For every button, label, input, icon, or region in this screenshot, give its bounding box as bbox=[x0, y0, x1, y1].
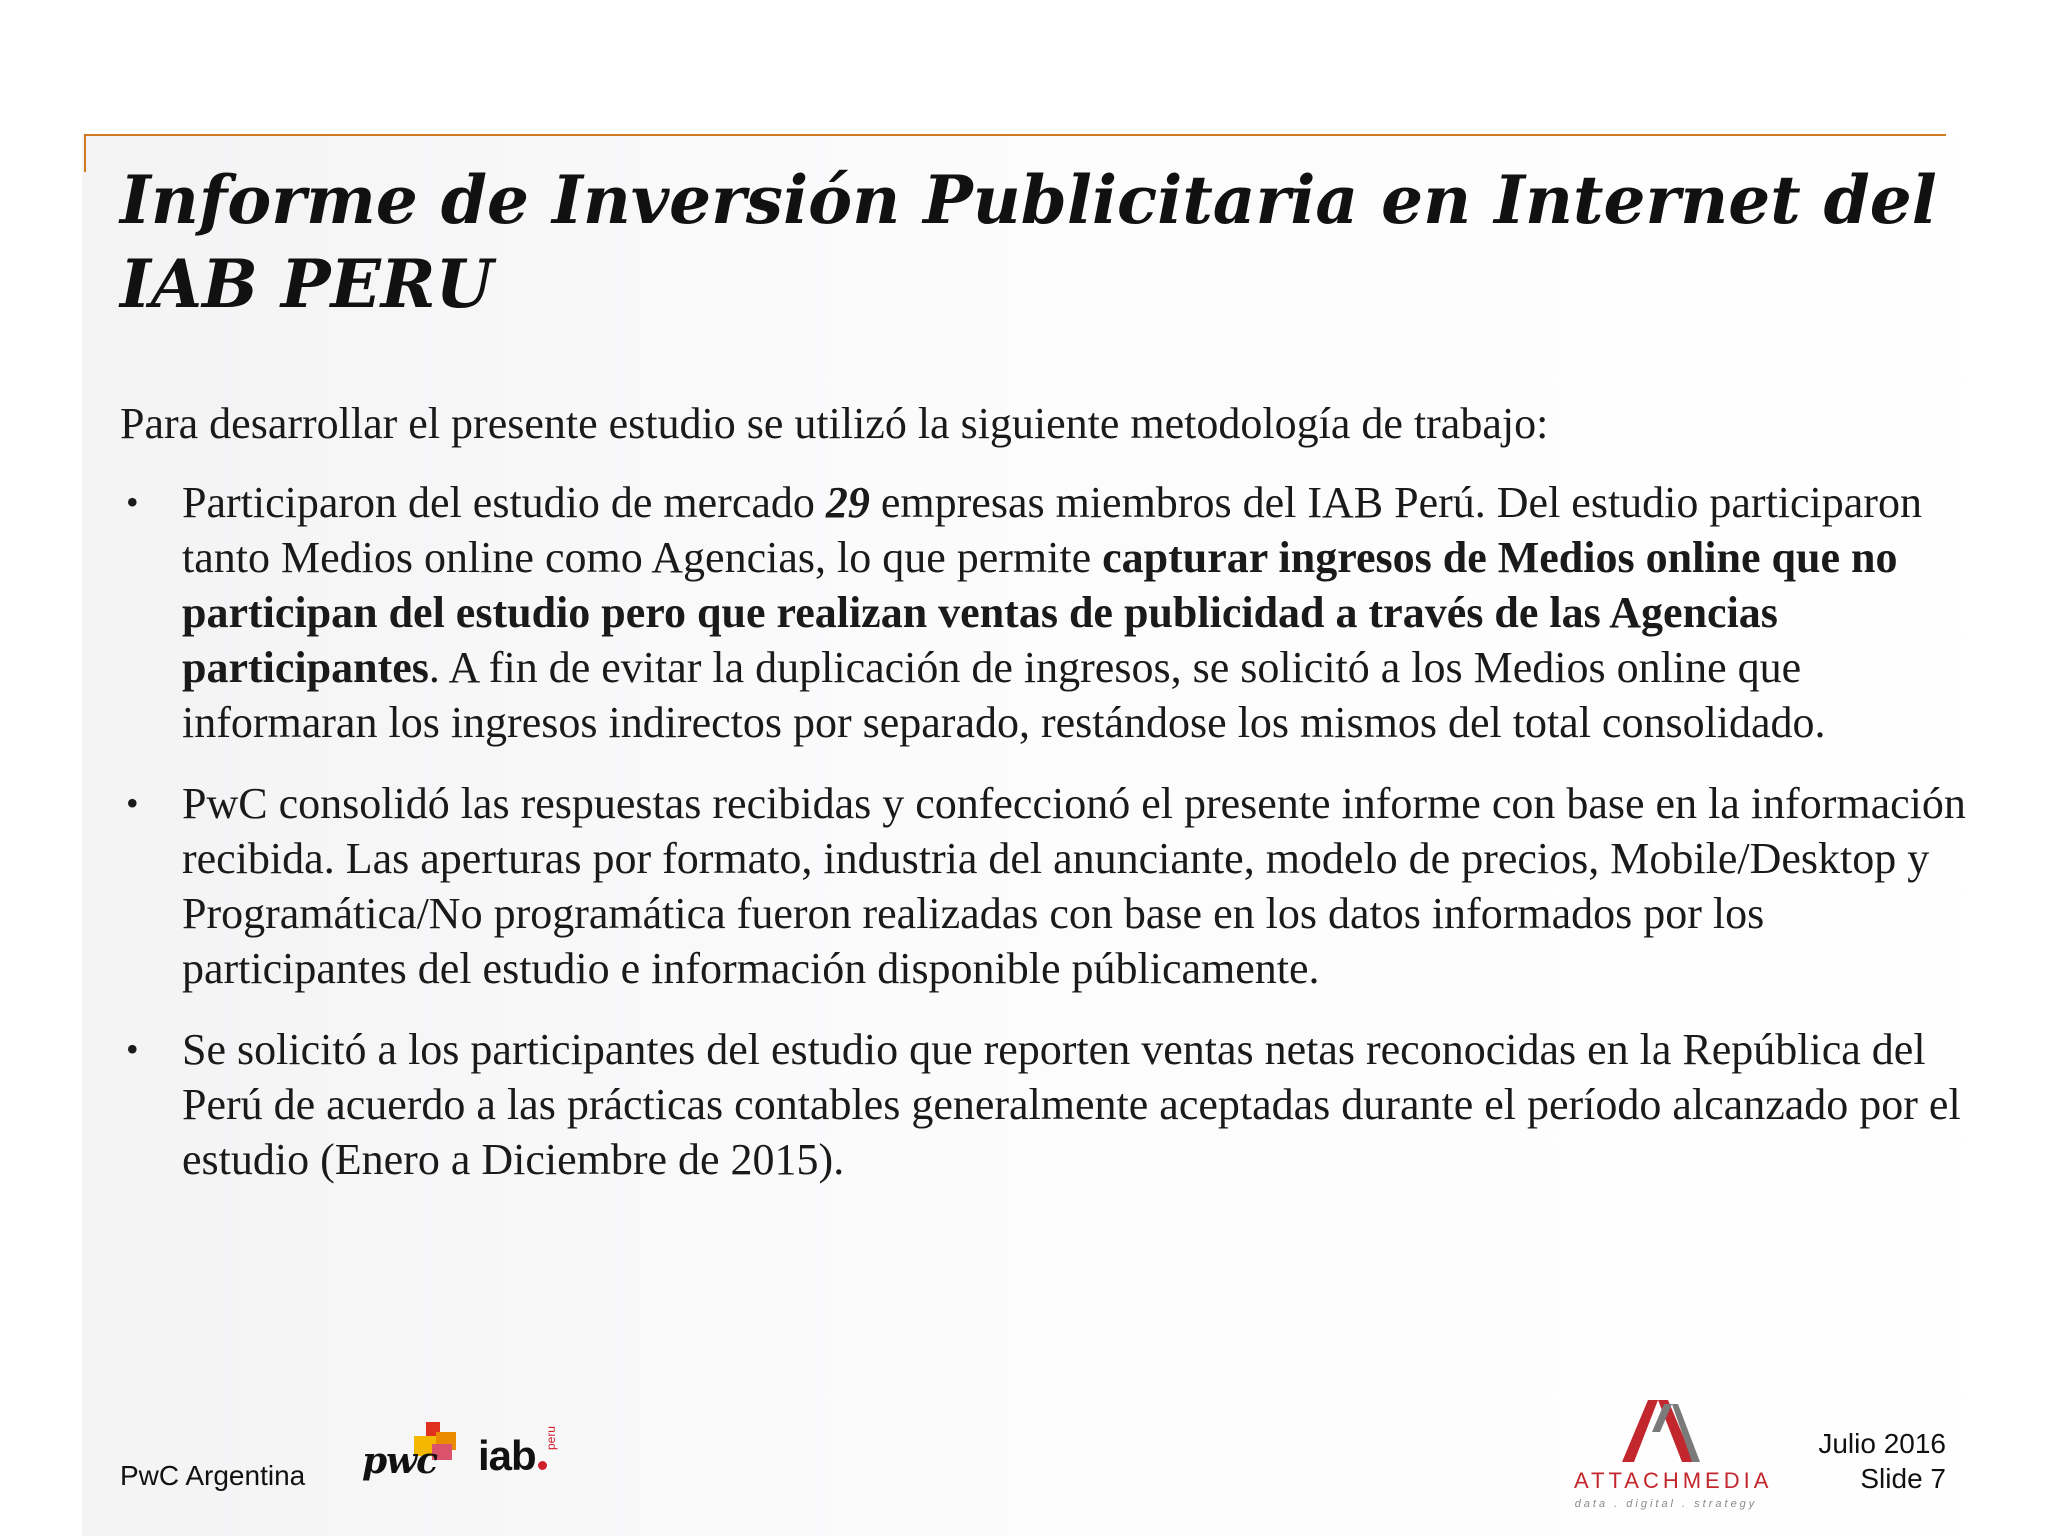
bullet-icon: • bbox=[126, 783, 139, 823]
pwc-logo bbox=[360, 1422, 460, 1484]
attachmedia-tagline: data . digital . strategy bbox=[1574, 1498, 1758, 1510]
title-frame-line bbox=[84, 134, 1946, 136]
list-item-text-b: empresas miembros del IAB Perú. Del estudio participaron tanto Medios online como Agencias, lo que permite bbox=[182, 478, 1922, 582]
footer-date: Julio 2016 bbox=[1818, 1428, 1946, 1459]
methodology-list bbox=[120, 475, 1970, 1187]
list-item bbox=[120, 776, 1970, 996]
bullet-icon: • bbox=[126, 482, 139, 522]
list-item bbox=[120, 1022, 1970, 1187]
slide-title bbox=[120, 158, 1950, 326]
footer-meta bbox=[1818, 1426, 1946, 1496]
bullet-icon: • bbox=[126, 1029, 139, 1069]
intro-text: Para desarrollar el presente estudio se utilizó la siguiente metodología de trabajo: bbox=[120, 399, 1549, 448]
iab-logo bbox=[478, 1426, 558, 1482]
companies-count: 29 bbox=[825, 478, 870, 527]
list-item-text-a: Participaron del estudio de mercado bbox=[182, 478, 826, 527]
attachmedia-mark-icon bbox=[1560, 1392, 1760, 1468]
list-item-text-c: . A fin de evitar la duplicación de ingresos, se solicitó a los Medios online que informaran los ingresos indirectos por separado, restándose los mismos del total consolidado. bbox=[182, 643, 1826, 747]
list-item-text: Se solicitó a los participantes del estudio que reporten ventas netas reconocidas en la República del Perú de acuerdo a las prácticas contables generalmente aceptadas durante el período alcanzado por el estudio (Enero a Diciembre de 2015). bbox=[182, 1025, 1961, 1184]
attachmedia-logo bbox=[1560, 1392, 1773, 1512]
slide-number: Slide 7 bbox=[1860, 1463, 1946, 1494]
iab-country: peru bbox=[544, 1426, 558, 1451]
pwc-wordmark: pwc bbox=[362, 1440, 438, 1482]
title-frame-tick bbox=[84, 134, 86, 172]
slide-title-line2: IAB PERU bbox=[120, 245, 494, 323]
iab-dot-icon bbox=[538, 1461, 547, 1470]
slide-body bbox=[120, 396, 1970, 1213]
list-item-emphasis: capturar ingresos de Medios online que no participan del estudio pero que realizan ventas de publicidad a través de las Agencias participantes bbox=[182, 533, 1898, 692]
list-item-text: PwC consolidó las respuestas recibidas y confeccionó el presente informe con base en la información recibida. Las aperturas por formato, industria del anunciante, modelo de precios, Mobile/Desktop y Programática/No programática fueron realizadas con base en los datos informados por los participantes del estudio e información disponible públicamente. bbox=[182, 779, 1966, 993]
slide-title-line1: Informe de Inversión Publicitaria en Internet del bbox=[120, 161, 1937, 239]
list-item bbox=[120, 475, 1970, 750]
footer-company: PwC Argentina bbox=[120, 1460, 306, 1491]
attachmedia-wordmark: ATTACHMEDIA bbox=[1574, 1468, 1773, 1493]
iab-wordmark: iab bbox=[478, 1432, 536, 1479]
